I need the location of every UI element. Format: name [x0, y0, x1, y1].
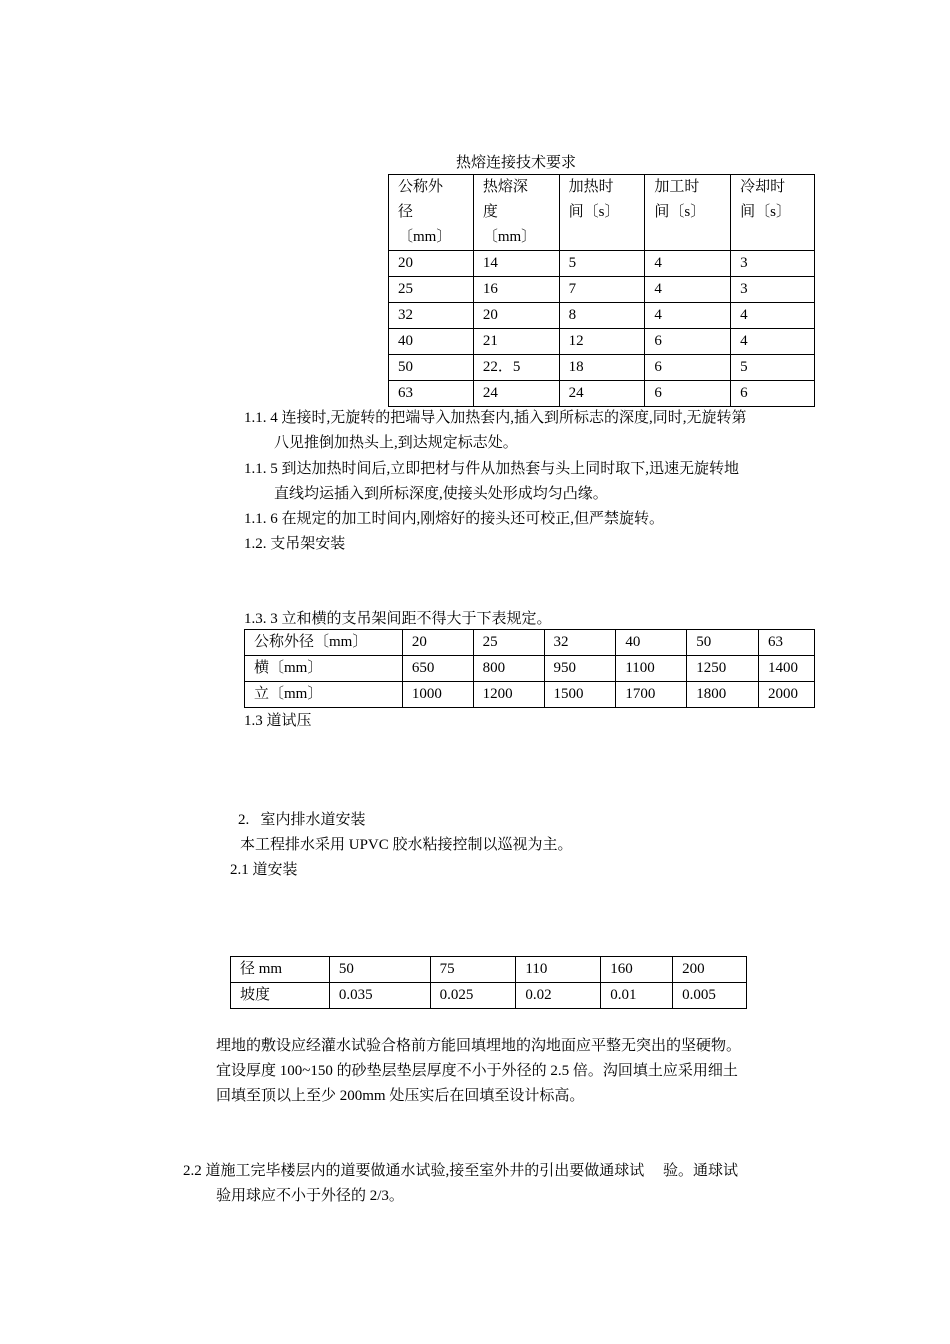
table-cell: 24: [559, 381, 645, 407]
table-cell: 1800: [687, 682, 759, 708]
paragraph-buried-line2: 宜设厚度 100~150 的砂垫层垫层厚度不小于外径的 2.5 倍。沟回填土应采用细土: [216, 1063, 738, 1079]
table-cell: 25: [389, 277, 474, 303]
slope-table: [230, 956, 747, 1009]
support-spacing-table: [244, 629, 815, 708]
table-cell: 20: [473, 303, 559, 329]
heading-2-1: 2.1 道安装: [230, 862, 298, 878]
table-cell: 4: [645, 303, 731, 329]
table-cell: 1000: [402, 682, 473, 708]
table-cell: 2000: [759, 682, 815, 708]
table-cell: 16: [473, 277, 559, 303]
table-cell: 20: [389, 251, 474, 277]
table-cell: 18: [559, 355, 645, 381]
table-cell: 40: [616, 630, 687, 656]
paragraph-buried-line3: 回填至顶以上至少 200mm 处压实后在回填至设计标高。: [216, 1088, 585, 1104]
table-cell: 160: [601, 957, 673, 983]
table-cell: 7: [559, 277, 645, 303]
table-cell: 50: [687, 630, 759, 656]
paragraph-1-1-5-line2: 直线均运插入到所标深度,使接头处形成均匀凸缘。: [274, 486, 608, 502]
table-cell: 0.02: [516, 983, 601, 1009]
table-cell: 6: [645, 381, 731, 407]
header-cell: 加工时 间〔s〕: [645, 175, 731, 251]
paragraph-1-1-4-line2: 八见推倒加热头上,到达规定标志处。: [274, 435, 518, 451]
paragraph-1-1-6: 1.1. 6 在规定的加工时间内,刚熔好的接头还可校正,但严禁旋转。: [244, 511, 665, 527]
paragraph-2-2-line1: 2.2 道施工完毕楼层内的道要做通水试验,接至室外井的引出要做通球试 验。通球试: [183, 1163, 739, 1179]
table-row: [389, 381, 815, 407]
table-cell: 6: [645, 355, 731, 381]
table-cell: 12: [559, 329, 645, 355]
paragraph-1-1-4-line1: 1.1. 4 连接时,无旋转的把端导入加热套内,插入到所标志的深度,同时,无旋转第: [244, 410, 747, 426]
header-cell: 热熔深 度 〔mm〕: [473, 175, 559, 251]
table-cell: 22．5: [473, 355, 559, 381]
table-row: [389, 329, 815, 355]
table-cell: 0.035: [329, 983, 430, 1009]
table-cell: 25: [473, 630, 544, 656]
table-cell: 1200: [473, 682, 544, 708]
table-cell: 横〔mm〕: [245, 656, 403, 682]
paragraph-buried-line1: 埋地的敷设应经灌水试验合格前方能回填埋地的沟地面应平整无突出的坚硬物。: [216, 1038, 742, 1054]
table-cell: 4: [731, 329, 815, 355]
table-row: [245, 630, 815, 656]
table-cell: 63: [389, 381, 474, 407]
table-cell: 950: [544, 656, 616, 682]
paragraph-1-1-5-line1: 1.1. 5 到达加热时间后,立即把材与件从加热套与头上同时取下,迅速无旋转地: [244, 461, 740, 477]
heading-2: 2. 室内排水道安装: [238, 812, 366, 828]
paragraph-2-2-line2: 验用球应不小于外径的 2/3。: [216, 1188, 404, 1204]
table-cell: 14: [473, 251, 559, 277]
table-row: [389, 303, 815, 329]
table-row: [245, 682, 815, 708]
table-cell: 650: [402, 656, 473, 682]
header-cell: 公称外 径 〔mm〕: [389, 175, 474, 251]
table-cell: 32: [544, 630, 616, 656]
table-cell: 1400: [759, 656, 815, 682]
table-cell: 3: [731, 277, 815, 303]
table-cell: 24: [473, 381, 559, 407]
table-row: [389, 251, 815, 277]
table-cell: 200: [673, 957, 747, 983]
table-cell: 4: [645, 277, 731, 303]
table-cell: 20: [402, 630, 473, 656]
table-row: [389, 355, 815, 381]
table-cell: 5: [559, 251, 645, 277]
table-cell: 21: [473, 329, 559, 355]
table-cell: 800: [473, 656, 544, 682]
table-cell: 3: [731, 251, 815, 277]
table-cell: 50: [389, 355, 474, 381]
table-title: 热熔连接技术要求: [456, 155, 577, 171]
table-cell: 63: [759, 630, 815, 656]
table-cell: 75: [430, 957, 516, 983]
table-cell: 1500: [544, 682, 616, 708]
header-cell: 冷却时 间〔s〕: [731, 175, 815, 251]
header-cell: 加热时 间〔s〕: [559, 175, 645, 251]
table-cell: 径 mm: [231, 957, 330, 983]
table-cell: 1700: [616, 682, 687, 708]
heading-1-2: 1.2. 支吊架安装: [244, 536, 346, 552]
table-row: [231, 983, 747, 1009]
table-cell: 0.01: [601, 983, 673, 1009]
table-cell: 4: [731, 303, 815, 329]
table-header-row: [389, 175, 815, 251]
paragraph-2: 本工程排水采用 UPVC 胶水粘接控制以巡视为主。: [240, 837, 573, 853]
table-cell: 32: [389, 303, 474, 329]
table-cell: 6: [731, 381, 815, 407]
table-cell: 0.025: [430, 983, 516, 1009]
table-row: [389, 277, 815, 303]
table-cell: 1250: [687, 656, 759, 682]
table-cell: 1100: [616, 656, 687, 682]
table-cell: 4: [645, 251, 731, 277]
table-cell: 40: [389, 329, 474, 355]
table-cell: 公称外径〔mm〕: [245, 630, 403, 656]
paragraph-1-3-3: 1.3. 3 立和横的支吊架间距不得大于下表规定。: [244, 611, 552, 627]
table-cell: 8: [559, 303, 645, 329]
heading-1-3: 1.3 道试压: [244, 713, 312, 729]
hot-melt-table: [388, 174, 815, 407]
table-cell: 5: [731, 355, 815, 381]
table-cell: 0.005: [673, 983, 747, 1009]
table-cell: 6: [645, 329, 731, 355]
table-cell: 立〔mm〕: [245, 682, 403, 708]
table-row: [231, 957, 747, 983]
table-row: [245, 656, 815, 682]
table-cell: 50: [329, 957, 430, 983]
table-cell: 110: [516, 957, 601, 983]
table-cell: 坡度: [231, 983, 330, 1009]
